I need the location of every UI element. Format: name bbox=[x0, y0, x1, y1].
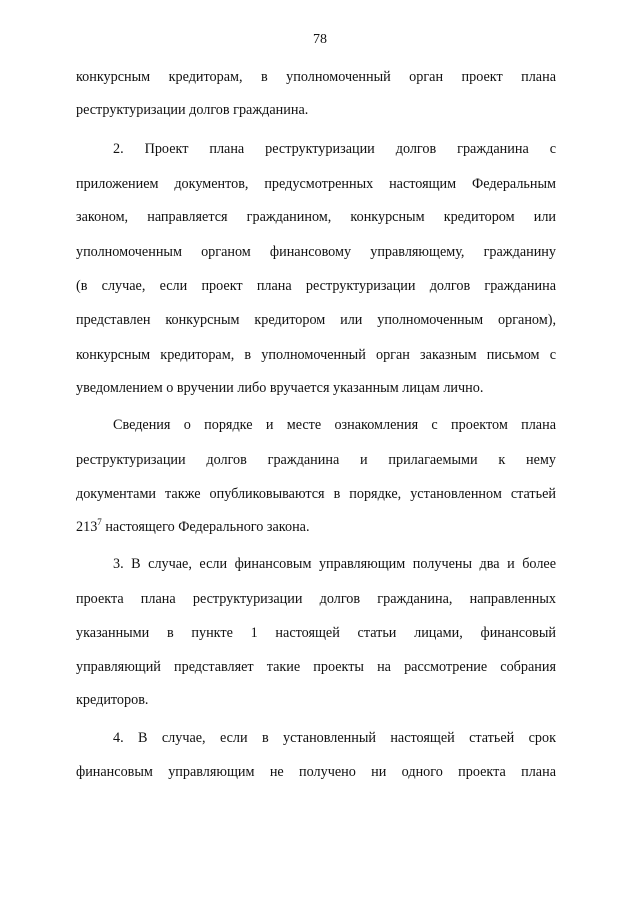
article-superscript: 7 bbox=[97, 517, 102, 527]
article-reference-line bbox=[76, 518, 556, 536]
paragraph-3-first-line: 3. В случае, если финансовым управляющим получены два и более bbox=[113, 556, 556, 572]
article-number: 213 bbox=[76, 519, 98, 535]
text-line: реструктуризации долгов гражданина. bbox=[76, 102, 309, 118]
text-line: уполномоченным органом финансовому управляющему, гражданину bbox=[76, 244, 556, 260]
text-line: конкурсным кредиторам, в уполномоченный орган заказным письмом с bbox=[76, 347, 556, 363]
page-number: 78 bbox=[313, 32, 327, 47]
paragraph-4-first-line: 4. В случае, если в установленный настоящей статьей срок bbox=[113, 730, 556, 746]
text-line: представлен конкурсным кредитором или уполномоченным органом), bbox=[76, 312, 556, 328]
text-line: законом, направляется гражданином, конкурсным кредитором или bbox=[76, 209, 556, 225]
text-line: кредиторов. bbox=[76, 692, 149, 708]
text-line: финансовым управляющим не получено ни одного проекта плана bbox=[76, 764, 556, 780]
text-line: конкурсным кредиторам, в уполномоченный орган проект плана bbox=[76, 69, 556, 85]
paragraph-info-first-line: Сведения о порядке и месте ознакомления с проектом плана bbox=[113, 417, 556, 433]
article-reference-text: настоящего Федерального закона. bbox=[101, 519, 310, 535]
text-line: уведомлением о вручении либо вручается указанным лицам лично. bbox=[76, 380, 484, 396]
text-line: приложением документов, предусмотренных настоящим Федеральным bbox=[76, 176, 556, 192]
paragraph-2-first-line: 2. Проект плана реструктуризации долгов гражданина с bbox=[113, 141, 556, 157]
text-line: (в случае, если проект плана реструктуризации долгов гражданина bbox=[76, 278, 556, 294]
text-line: управляющий представляет такие проекты на рассмотрение собрания bbox=[76, 659, 556, 675]
text-line: реструктуризации долгов гражданина и прилагаемыми к нему bbox=[76, 452, 556, 468]
text-line: указанными в пункте 1 настоящей статьи лицами, финансовый bbox=[76, 625, 556, 641]
text-line: проекта плана реструктуризации долгов гражданина, направленных bbox=[76, 591, 556, 607]
text-line: документами также опубликовываются в порядке, установленном статьей bbox=[76, 486, 556, 502]
